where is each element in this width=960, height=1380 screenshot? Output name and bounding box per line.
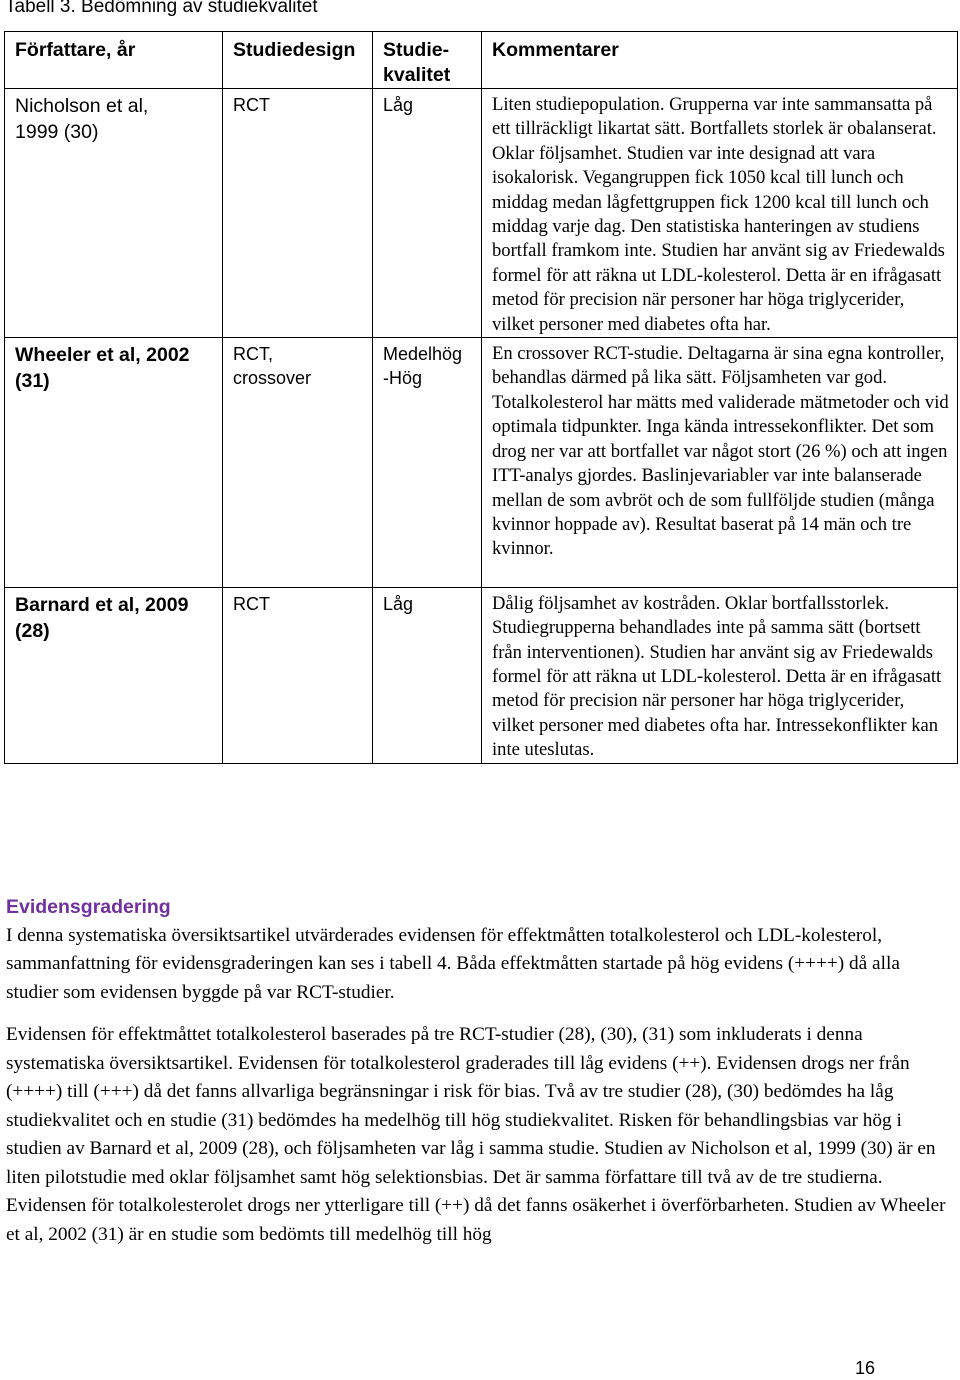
quality-cell — [373, 338, 482, 588]
comment-text: Dålig följsamhet av kostråden. Oklar bortfallsstorlek. Studiegrupperna behandlades inte på samma sätt (bortsett från interventionen). Studien har använt sig av Friedewalds formel för att räkna ut LDL-kolesterol. Detta är en ifrågasatt metod för precision när personer har höga triglycerider, vilket personer med diabetes ofta har. Intressekonflikter kan inte uteslutas. — [492, 592, 942, 761]
author-name: Nicholson et al, — [15, 95, 149, 117]
comment-cell — [482, 587, 958, 763]
author-year: (28) — [15, 619, 50, 642]
design-cell — [223, 338, 373, 588]
design-value: RCT — [233, 95, 270, 115]
design-value: RCT, — [233, 344, 273, 365]
design-value-2: crossover — [233, 368, 312, 389]
author-cell — [5, 587, 223, 763]
study-quality-table — [4, 31, 958, 764]
author-name: Wheeler et al, 2002 — [15, 344, 190, 367]
author-year: 1999 (30) — [15, 121, 99, 143]
author-name: Barnard et al, 2009 — [15, 593, 189, 616]
evidence-heading: Evidensgradering — [6, 896, 171, 918]
header-comments: Kommentarer — [482, 32, 958, 89]
header-author: Författare, år — [5, 32, 223, 89]
comment-text: Liten studiepopulation. Grupperna var inte sammansatta på ett tillräckligt likartat sätt. Bortfallets storlek är obalanserat. Oklar följsamhet. Studien var inte designad att vara isokalorisk. Vegangruppen fick 1050 kcal till lunch och middag medan lågfettgruppen fick 1200 kcal till lunch och middag varje dag. Den statistiska hanteringen av studiens bortfall framkom inte. Studien har använt sig av Friedewalds formel för att räkna ut LDL-kolesterol. Detta är en ifrågasatt metod för precision när personer har höga triglycerider, vilket personer med diabetes ofta har. — [492, 94, 945, 335]
header-quality: Studie-kvalitet — [373, 32, 482, 89]
evidence-paragraph: Evidensen för effektmåttet totalkolesterol baserades på tre RCT-studier (28), (30), (31) som inkluderats i denna systematiska översiktsartikel. Evidensen för totalkolesterol graderades till låg evidens (++). Evidensen drogs ner från (++++) till (+++) då det fanns allvarliga begränsningar i risk för bias. Två av tre studier (28), (30) bedömdes ha låg studiekvalitet och en studie (31) bedömdes ha medelhög till hög studiekvalitet. Risken för behandlingsbias var hög i studien av Barnard et al, 2009 (28), och följsamheten var låg i samma studie. Studien av Nicholson et al, 1999 (30) är en liten pilotstudie med oklar följsamhet samt hög selektionsbias. Det är samma författare till två av de tre studierna. Evidensen för totalkolesterolet drogs ner ytterligare till (++) då det fanns osäkerhet i överförbarheten. Studien av Wheeler et al, 2002 (31) är en studie som bedömts till medelhög till hög — [6, 1024, 946, 1245]
page-number: 16 — [855, 1358, 876, 1378]
design-value: RCT — [233, 593, 270, 614]
comment-cell — [482, 89, 958, 338]
quality-value: Låg — [383, 95, 414, 115]
comment-cell — [482, 338, 958, 588]
evidence-paragraph: I denna systematiska översiktsartikel utvärderades evidensen för effektmåtten totalkolesterol och LDL-kolesterol, sammanfattning för evidensgraderingen kan ses i tabell 4. Båda effektmåtten startade på hög evidens (++++) då alla studier som evidensen byggde på var RCT-studier. — [6, 924, 900, 1003]
cell-spacer — [492, 562, 951, 587]
quality-value: Låg — [383, 593, 414, 614]
table-row — [5, 338, 958, 588]
design-cell — [223, 89, 373, 338]
quality-value: Medelhög — [383, 344, 463, 365]
comment-text: En crossover RCT-studie. Deltagarna är sina egna kontroller, behandlas därmed på lika sätt. Följsamheten var god. Totalkolesterol har mätts med validerade mätmetoder och vid optimala tidpunkter. Inga kända intressekonflikter. Det som drog ner var att bortfallet var något stort (26 %) och att ingen ITT-analys gjordes. Baslinjevariabler var inte balanserade mellan de som avbröt och de som fullföljde studien (många kvinnor hoppade av). Resultat baserat på 14 män och tre kvinnor. — [492, 343, 949, 560]
author-year: (31) — [15, 370, 50, 393]
author-cell — [5, 89, 223, 338]
table-row — [5, 89, 958, 338]
header-design: Studiedesign — [223, 32, 373, 89]
evidence-section — [6, 893, 956, 1263]
design-cell — [223, 587, 373, 763]
table-caption: Tabell 3. Bedömning av studiekvalitet — [5, 0, 318, 17]
table-header-row — [5, 32, 958, 89]
quality-cell — [373, 587, 482, 763]
quality-cell — [373, 89, 482, 338]
table-row — [5, 587, 958, 763]
quality-value-2: -Hög — [383, 368, 423, 389]
author-cell — [5, 338, 223, 588]
